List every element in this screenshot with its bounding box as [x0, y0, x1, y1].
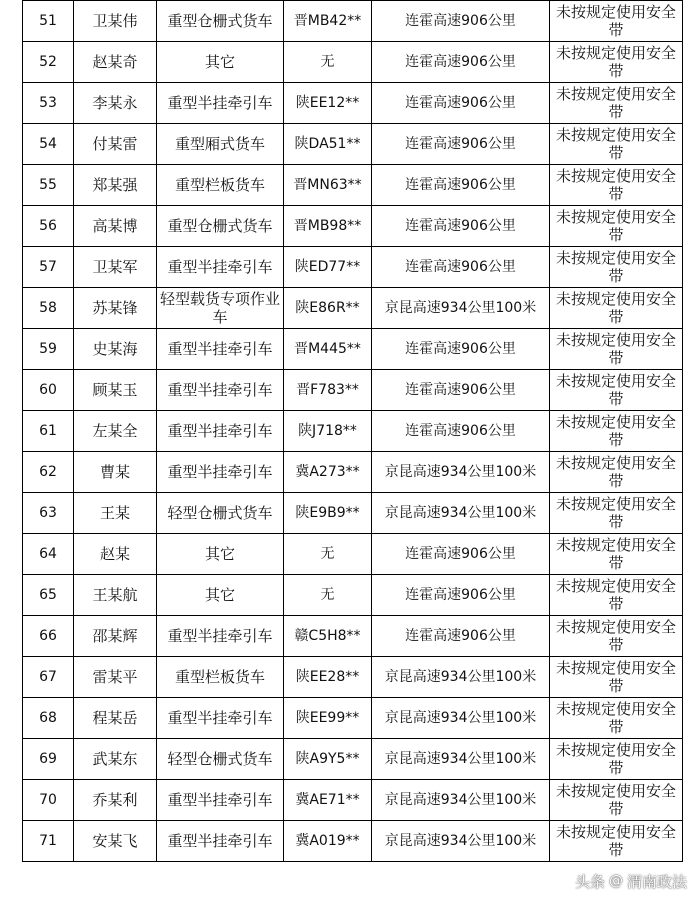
plate-number-cell: 陕EE28**: [284, 657, 372, 698]
vehicle-type-cell: 轻型仓栅式货车: [157, 739, 284, 780]
location-cell: 京昆高速934公里100米: [372, 493, 550, 534]
location-cell: 连霍高速906公里: [372, 83, 550, 124]
row-number-cell: 52: [23, 42, 74, 83]
row-number-cell: 51: [23, 1, 74, 42]
table-row: [23, 780, 683, 821]
location-cell: 连霍高速906公里: [372, 42, 550, 83]
watermark-at: @: [608, 873, 623, 889]
table-row: [23, 206, 683, 247]
table-row: [23, 452, 683, 493]
table-row: [23, 575, 683, 616]
vehicle-type-cell: 重型半挂牵引车: [157, 83, 284, 124]
driver-name-cell: 高某博: [74, 206, 157, 247]
vehicle-type-cell: 重型半挂牵引车: [157, 329, 284, 370]
row-number-cell: 64: [23, 534, 74, 575]
plate-number-cell: 冀A273**: [284, 452, 372, 493]
location-cell: 京昆高速934公里100米: [372, 821, 550, 862]
table-row: [23, 329, 683, 370]
violation-table: [22, 0, 683, 862]
table-row: [23, 657, 683, 698]
plate-number-cell: 无: [284, 534, 372, 575]
violation-cell: 未按规定使用安全带: [550, 534, 683, 575]
table-row: [23, 1, 683, 42]
violation-cell: 未按规定使用安全带: [550, 370, 683, 411]
table-row: [23, 165, 683, 206]
table-row: [23, 42, 683, 83]
location-cell: 京昆高速934公里100米: [372, 698, 550, 739]
driver-name-cell: 左某全: [74, 411, 157, 452]
plate-number-cell: 陕E86R**: [284, 288, 372, 329]
row-number-cell: 62: [23, 452, 74, 493]
row-number-cell: 70: [23, 780, 74, 821]
plate-number-cell: 晋M445**: [284, 329, 372, 370]
table-row: [23, 616, 683, 657]
source-watermark: [575, 868, 687, 894]
plate-number-cell: 陕A9Y5**: [284, 739, 372, 780]
row-number-cell: 60: [23, 370, 74, 411]
plate-number-cell: 晋MN63**: [284, 165, 372, 206]
location-cell: 连霍高速906公里: [372, 411, 550, 452]
driver-name-cell: 卫某军: [74, 247, 157, 288]
plate-number-cell: 陕EE99**: [284, 698, 372, 739]
violation-table-body: [23, 1, 683, 862]
violation-cell: 未按规定使用安全带: [550, 698, 683, 739]
location-cell: 连霍高速906公里: [372, 1, 550, 42]
violation-cell: 未按规定使用安全带: [550, 616, 683, 657]
plate-number-cell: 冀A019**: [284, 821, 372, 862]
vehicle-type-cell: 轻型仓栅式货车: [157, 493, 284, 534]
plate-number-cell: 晋MB42**: [284, 1, 372, 42]
violation-cell: 未按规定使用安全带: [550, 493, 683, 534]
vehicle-type-cell: 重型半挂牵引车: [157, 698, 284, 739]
driver-name-cell: 李某永: [74, 83, 157, 124]
table-row: [23, 124, 683, 165]
driver-name-cell: 卫某伟: [74, 1, 157, 42]
table-row: [23, 739, 683, 780]
table-row: [23, 534, 683, 575]
driver-name-cell: 乔某利: [74, 780, 157, 821]
driver-name-cell: 郑某强: [74, 165, 157, 206]
location-cell: 连霍高速906公里: [372, 370, 550, 411]
driver-name-cell: 雷某平: [74, 657, 157, 698]
location-cell: 连霍高速906公里: [372, 124, 550, 165]
driver-name-cell: 武某东: [74, 739, 157, 780]
driver-name-cell: 邵某辉: [74, 616, 157, 657]
vehicle-type-cell: 重型半挂牵引车: [157, 452, 284, 493]
violation-cell: 未按规定使用安全带: [550, 206, 683, 247]
violation-cell: 未按规定使用安全带: [550, 329, 683, 370]
driver-name-cell: 安某飞: [74, 821, 157, 862]
plate-number-cell: 陕DA51**: [284, 124, 372, 165]
plate-number-cell: 陕ED77**: [284, 247, 372, 288]
driver-name-cell: 史某海: [74, 329, 157, 370]
violation-cell: 未按规定使用安全带: [550, 165, 683, 206]
vehicle-type-cell: 重型半挂牵引车: [157, 370, 284, 411]
row-number-cell: 53: [23, 83, 74, 124]
vehicle-type-cell: 重型半挂牵引车: [157, 247, 284, 288]
location-cell: 京昆高速934公里100米: [372, 780, 550, 821]
location-cell: 连霍高速906公里: [372, 206, 550, 247]
location-cell: 连霍高速906公里: [372, 329, 550, 370]
driver-name-cell: 王某航: [74, 575, 157, 616]
row-number-cell: 56: [23, 206, 74, 247]
vehicle-type-cell: 重型半挂牵引车: [157, 821, 284, 862]
vehicle-type-cell: 重型栏板货车: [157, 657, 284, 698]
driver-name-cell: 赵某: [74, 534, 157, 575]
row-number-cell: 63: [23, 493, 74, 534]
row-number-cell: 67: [23, 657, 74, 698]
location-cell: 连霍高速906公里: [372, 616, 550, 657]
vehicle-type-cell: 其它: [157, 42, 284, 83]
driver-name-cell: 付某雷: [74, 124, 157, 165]
plate-number-cell: 无: [284, 42, 372, 83]
violation-cell: 未按规定使用安全带: [550, 288, 683, 329]
location-cell: 连霍高速906公里: [372, 165, 550, 206]
table-row: [23, 370, 683, 411]
table-row: [23, 698, 683, 739]
plate-number-cell: 无: [284, 575, 372, 616]
violation-cell: 未按规定使用安全带: [550, 1, 683, 42]
violation-cell: 未按规定使用安全带: [550, 42, 683, 83]
driver-name-cell: 赵某奇: [74, 42, 157, 83]
violation-cell: 未按规定使用安全带: [550, 452, 683, 493]
driver-name-cell: 王某: [74, 493, 157, 534]
vehicle-type-cell: 重型半挂牵引车: [157, 780, 284, 821]
row-number-cell: 58: [23, 288, 74, 329]
driver-name-cell: 顾某玉: [74, 370, 157, 411]
row-number-cell: 55: [23, 165, 74, 206]
table-row: [23, 821, 683, 862]
violation-cell: 未按规定使用安全带: [550, 411, 683, 452]
driver-name-cell: 曹某: [74, 452, 157, 493]
plate-number-cell: 赣C5H8**: [284, 616, 372, 657]
table-row: [23, 493, 683, 534]
location-cell: 京昆高速934公里100米: [372, 452, 550, 493]
vehicle-type-cell: 重型半挂牵引车: [157, 411, 284, 452]
vehicle-type-cell: 重型半挂牵引车: [157, 616, 284, 657]
vehicle-type-cell: 其它: [157, 534, 284, 575]
vehicle-type-cell: 重型栏板货车: [157, 165, 284, 206]
violation-cell: 未按规定使用安全带: [550, 739, 683, 780]
row-number-cell: 59: [23, 329, 74, 370]
location-cell: 京昆高速934公里100米: [372, 739, 550, 780]
violation-list-sheet: [22, 0, 682, 862]
violation-cell: 未按规定使用安全带: [550, 780, 683, 821]
table-row: [23, 247, 683, 288]
vehicle-type-cell: 重型仓栅式货车: [157, 1, 284, 42]
violation-cell: 未按规定使用安全带: [550, 821, 683, 862]
watermark-account: 渭南政法: [626, 872, 687, 891]
driver-name-cell: 苏某锋: [74, 288, 157, 329]
row-number-cell: 61: [23, 411, 74, 452]
plate-number-cell: 晋F783**: [284, 370, 372, 411]
plate-number-cell: 陕J718**: [284, 411, 372, 452]
location-cell: 连霍高速906公里: [372, 575, 550, 616]
vehicle-type-cell: 重型仓栅式货车: [157, 206, 284, 247]
row-number-cell: 65: [23, 575, 74, 616]
location-cell: 京昆高速934公里100米: [372, 288, 550, 329]
vehicle-type-cell: 轻型载货专项作业车: [157, 288, 284, 329]
violation-cell: 未按规定使用安全带: [550, 83, 683, 124]
row-number-cell: 69: [23, 739, 74, 780]
table-row: [23, 411, 683, 452]
vehicle-type-cell: 重型厢式货车: [157, 124, 284, 165]
table-row: [23, 288, 683, 329]
plate-number-cell: 陕E9B9**: [284, 493, 372, 534]
plate-number-cell: 冀AE71**: [284, 780, 372, 821]
vehicle-type-cell: 其它: [157, 575, 284, 616]
plate-number-cell: 陕EE12**: [284, 83, 372, 124]
violation-cell: 未按规定使用安全带: [550, 124, 683, 165]
driver-name-cell: 程某岳: [74, 698, 157, 739]
plate-number-cell: 晋MB98**: [284, 206, 372, 247]
location-cell: 连霍高速906公里: [372, 247, 550, 288]
watermark-prefix: 头条: [574, 872, 605, 891]
violation-cell: 未按规定使用安全带: [550, 247, 683, 288]
row-number-cell: 54: [23, 124, 74, 165]
row-number-cell: 66: [23, 616, 74, 657]
violation-cell: 未按规定使用安全带: [550, 575, 683, 616]
violation-cell: 未按规定使用安全带: [550, 657, 683, 698]
row-number-cell: 71: [23, 821, 74, 862]
location-cell: 连霍高速906公里: [372, 534, 550, 575]
location-cell: 京昆高速934公里100米: [372, 657, 550, 698]
row-number-cell: 68: [23, 698, 74, 739]
row-number-cell: 57: [23, 247, 74, 288]
table-row: [23, 83, 683, 124]
